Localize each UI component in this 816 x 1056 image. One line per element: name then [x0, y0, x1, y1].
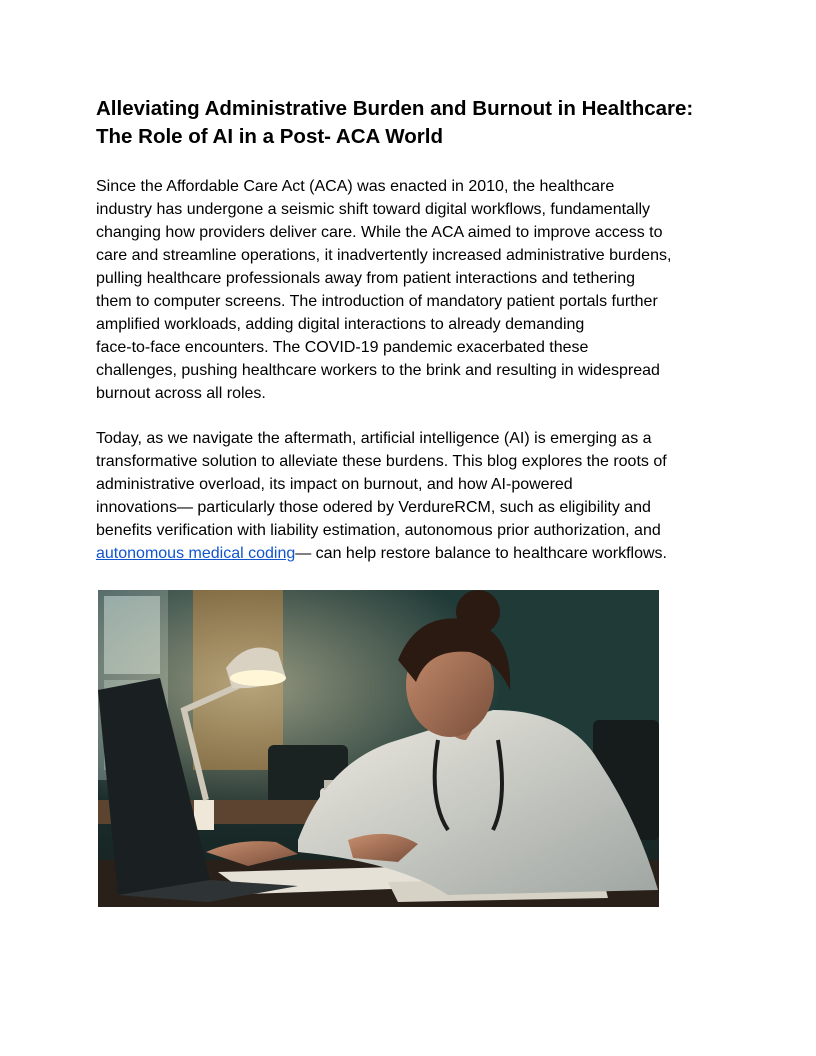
article-title — [96, 95, 736, 151]
paragraph-line: innovations— particularly those odered by VerdureRCM, such as eligibility and — [96, 499, 651, 516]
paragraph-line: burnout across all roles. — [96, 385, 266, 402]
paragraph-line: Today, as we navigate the aftermath, artificial intelligence (AI) is emerging as a — [96, 430, 652, 447]
paragraph-line: changing how providers deliver care. While the ACA aimed to improve access to — [96, 224, 663, 241]
cup — [194, 800, 214, 830]
autonomous-medical-coding-link[interactable]: autonomous medical coding — [96, 545, 296, 562]
intro-paragraph — [96, 175, 736, 405]
doctor-at-desk-photo — [98, 590, 659, 907]
paragraph-line-with-link — [96, 542, 736, 565]
title-line-2: The Role of AI in a Post- ACA World — [96, 125, 443, 148]
paragraph-line: administrative overload, its impact on burnout, and how AI-powered — [96, 476, 573, 493]
paragraph-line: pulling healthcare professionals away from patient interactions and tethering — [96, 270, 635, 287]
paragraph-line: care and streamline operations, it inadvertently increased administrative burdens, — [96, 247, 672, 264]
paragraph-line: benefits verification with liability estimation, autonomous prior authorization, and — [96, 522, 661, 539]
paragraph-line: face-to-face encounters. The COVID-19 pandemic exacerbated these — [96, 339, 589, 356]
paragraph-line: challenges, pushing healthcare workers to the brink and resulting in widespread — [96, 362, 660, 379]
lamp-bulb — [230, 670, 286, 686]
title-line-1: Alleviating Administrative Burden and Burnout in Healthcare: — [96, 97, 694, 120]
paragraph-line: transformative solution to alleviate these burdens. This blog explores the roots of — [96, 453, 667, 470]
link-trailing-text: — can help restore balance to healthcare workflows. — [295, 545, 667, 562]
paragraph-line: amplified workloads, adding digital interactions to already demanding — [96, 316, 585, 333]
paragraph-line: industry has undergone a seismic shift toward digital workflows, fundamentally — [96, 201, 651, 218]
paragraph-line: them to computer screens. The introduction of mandatory patient portals further — [96, 293, 658, 310]
ai-solution-paragraph — [96, 427, 736, 565]
paragraph-line: Since the Affordable Care Act (ACA) was enacted in 2010, the healthcare — [96, 178, 615, 195]
hair-bun — [456, 590, 500, 634]
